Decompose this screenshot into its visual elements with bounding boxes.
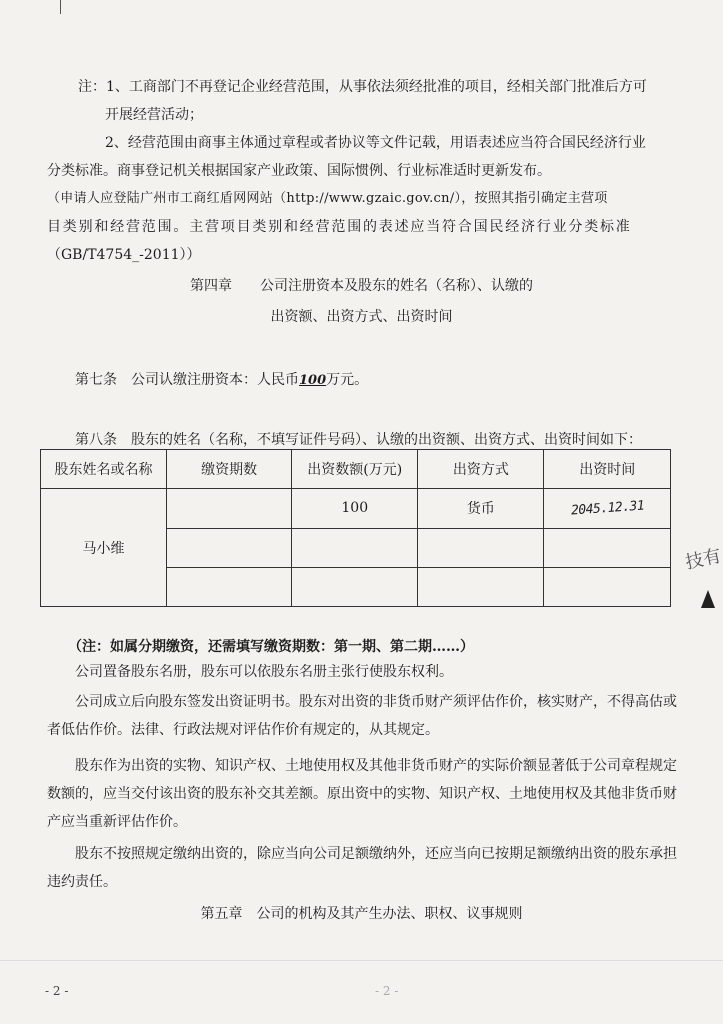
- note-2-line-2: 分类标准。商事登记机关根据国家产业政策、国际惯例、行业标准适时更新发布。: [47, 163, 551, 179]
- registered-capital-amount: 100: [299, 373, 327, 388]
- paragraph-default-liability: 股东不按照规定缴纳出资的，除应当向公司足额缴纳外，还应当向已按期足额缴纳出资的股东承担违约责任。: [47, 846, 677, 890]
- installment-note: （注：如属分期缴资，还需填写缴资期数：第一期、第二期……）: [68, 639, 474, 655]
- article-7-suffix: 万元。: [326, 372, 369, 388]
- note-1-line-2: 开展经营活动；: [105, 107, 203, 123]
- apply-instruction-line-2: 目类别和经营范围。主营项目类别和经营范围的表述应当符合国民经济行业分类标准: [47, 219, 632, 235]
- header-contribution-method: 出资方式: [418, 450, 544, 489]
- paragraph-shareholder-register: 公司置备股东名册，股东可以依股东名册主张行使股东权利。: [75, 664, 453, 680]
- header-contribution-amount: 出资数额(万元): [292, 450, 418, 489]
- page-number-center: - 2 -: [375, 984, 399, 998]
- shareholder-name-cell: 马小维: [41, 489, 167, 607]
- note-2-line-1: 2、经营范围由商事主体通过章程或者协议等文件记载，用语表述应当符合国民经济行业: [105, 135, 646, 151]
- paragraph-non-monetary-assets: 股东作为出资的实物、知识产权、土地使用权及其他非货币财产的实际价额显著低于公司章程规定数额的，应当交付该出资的股东补交其差额。原出资中的实物、知识产权、土地使用权及其他非货币财产应当重新评估作价。: [47, 758, 677, 830]
- header-payment-period: 缴资期数: [167, 450, 292, 489]
- page-number-left: - 2 -: [45, 984, 69, 998]
- period-cell: [167, 528, 292, 567]
- article-8: 第八条 股东的姓名（名称，不填写证件号码）、认缴的出资额、出资方式、出资时间如下：: [75, 432, 642, 448]
- scan-shadow-line: [0, 960, 723, 961]
- header-contribution-time: 出资时间: [544, 450, 671, 489]
- handwritten-date: 2045.12.31: [570, 498, 645, 519]
- amount-cell: 100: [292, 489, 418, 528]
- time-cell: [544, 567, 671, 606]
- apply-instruction-line-3: （GB/T4754_-2011））: [47, 247, 201, 263]
- article-7: [75, 370, 368, 391]
- period-cell: [167, 567, 292, 606]
- chapter-5-title: 第五章 公司的机构及其产生办法、职权、议事规则: [200, 906, 523, 922]
- method-cell: [418, 528, 544, 567]
- table-header-row: [41, 450, 671, 489]
- amount-cell: [292, 528, 418, 567]
- time-cell: [544, 528, 671, 567]
- paragraph-capital-certificate: 公司成立后向股东签发出资证明书。股东对出资的非货币财产须评估作价，核实财产，不得高估或者低估作价。法律、行政法规对评估作价有规定的，从其规定。: [47, 694, 677, 738]
- method-cell: 货币: [418, 489, 544, 528]
- shareholder-table: [40, 449, 671, 607]
- method-cell: [418, 567, 544, 606]
- chapter-4-title-line-1: 第四章 公司注册资本及股东的姓名（名称）、认缴的: [190, 278, 533, 294]
- header-shareholder-name: 股东姓名或名称: [41, 450, 167, 489]
- apply-instruction-line-1: （申请人应登陆广州市工商红盾网网站（http://www.gzaic.gov.cn/），按照其指引确定主营项: [47, 191, 608, 206]
- period-cell: [167, 489, 292, 528]
- amount-cell: [292, 567, 418, 606]
- scan-edge-mark: [60, 0, 61, 14]
- chapter-4-title-line-2: 出资额、出资方式、出资时间: [270, 309, 453, 325]
- time-cell: [544, 489, 671, 528]
- article-7-prefix: 第七条 公司认缴注册资本：人民币: [75, 372, 299, 388]
- note-1-line-1: 注：1、工商部门不再登记企业经营范围，从事依法须经批准的项目，经相关部门批准后方可: [78, 79, 647, 95]
- scan-triangle-mark: [701, 590, 715, 608]
- table-row: [41, 489, 671, 528]
- seal-stamp-fragment: 技有: [683, 545, 723, 574]
